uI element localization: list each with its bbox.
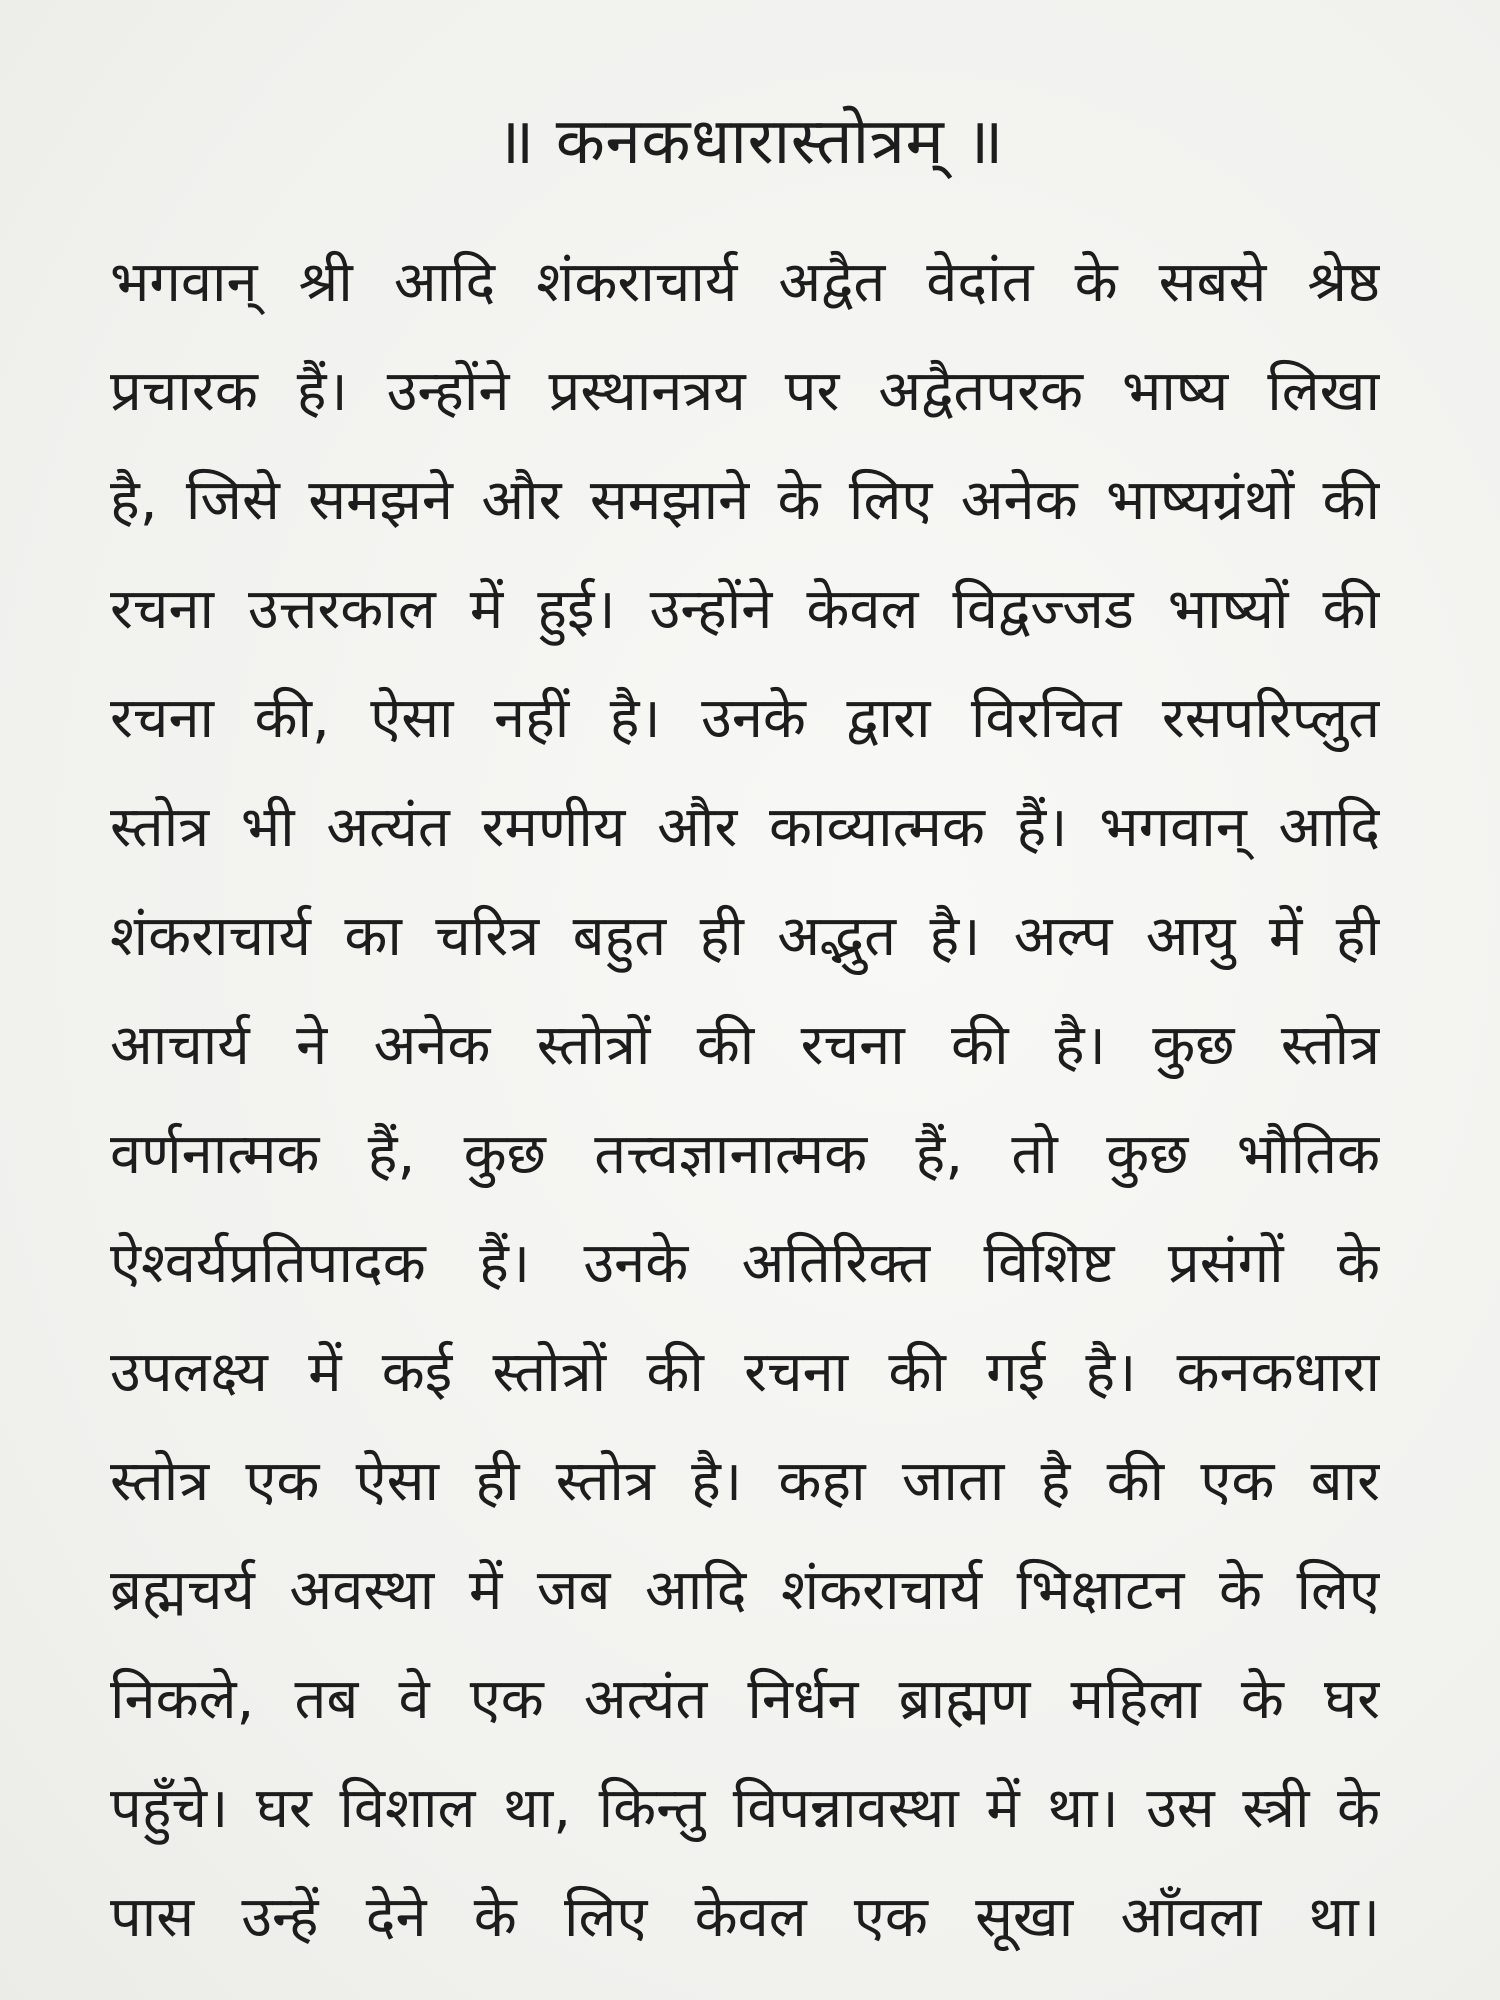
text-line: पहुँचे। घर विशाल था, किन्तु विपन्नावस्था में था। उस स्त्री के	[110, 1776, 1380, 1841]
text-line: शंकराचार्य का चरित्र बहुत ही अद्भुत है। अल्प आयु में ही	[110, 904, 1380, 969]
text-line: आचार्य ने अनेक स्तोत्रों की रचना की है। कुछ स्तोत्र	[110, 1013, 1380, 1078]
text-line: रचना की, ऐसा नहीं है। उनके द्वारा विरचित रसपरिप्लुत	[110, 686, 1380, 751]
text-line: ऐश्वर्यप्रतिपादक हैं। उनके अतिरिक्त विशिष्ट प्रसंगों के	[110, 1231, 1380, 1296]
text-line: है, जिसे समझने और समझाने के लिए अनेक भाष्यग्रंथों की	[110, 468, 1380, 533]
text-line: वर्णनात्मक हैं, कुछ तत्त्वज्ञानात्मक हैं, तो कुछ भौतिक	[110, 1122, 1380, 1187]
page-title: ॥ कनकधारास्तोत्रम् ॥	[496, 105, 1004, 179]
body-paragraph	[110, 228, 1380, 1972]
text-line: प्रचारक हैं। उन्होंने प्रस्थानत्रय पर अद्वैतपरक भाष्य लिखा	[110, 359, 1380, 424]
text-line: ब्रह्मचर्य अवस्था में जब आदि शंकराचार्य भिक्षाटन के लिए	[110, 1558, 1380, 1623]
text-line: भगवान् श्री आदि शंकराचार्य अद्वैत वेदांत के सबसे श्रेष्ठ	[110, 250, 1380, 315]
text-line: पास उन्हें देने के लिए केवल एक सूखा आँवला था।	[110, 1885, 1380, 1950]
text-line: उपलक्ष्य में कई स्तोत्रों की रचना की गई है। कनकधारा	[110, 1340, 1380, 1405]
text-line: रचना उत्तरकाल में हुई। उन्होंने केवल विद्वज्जड भाष्यों की	[110, 577, 1380, 642]
text-line: स्तोत्र भी अत्यंत रमणीय और काव्यात्मक हैं। भगवान् आदि	[110, 795, 1380, 860]
text-line: निकले, तब वे एक अत्यंत निर्धन ब्राह्मण महिला के घर	[110, 1667, 1380, 1732]
text-line: स्तोत्र एक ऐसा ही स्तोत्र है। कहा जाता है की एक बार	[110, 1449, 1380, 1514]
